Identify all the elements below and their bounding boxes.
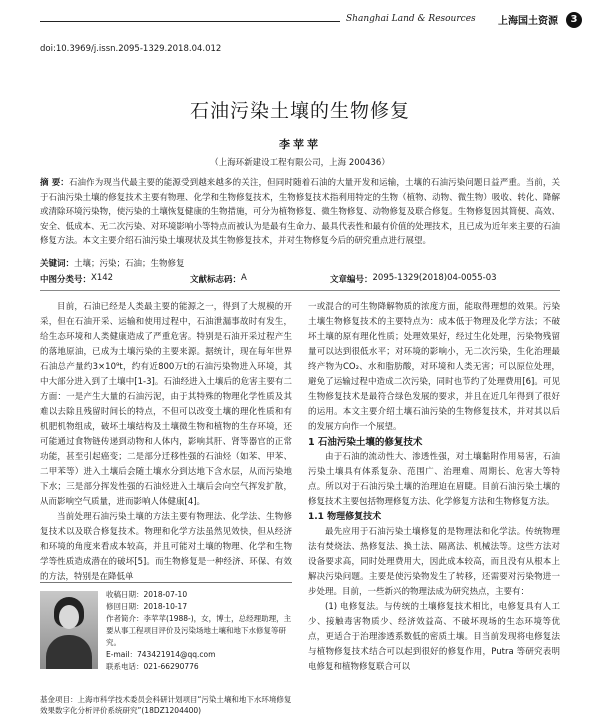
doc-code-value: A: [241, 273, 247, 283]
author-info-box: [40, 582, 292, 695]
clc-label: 中图分类号：: [40, 275, 92, 285]
body-paragraph: 一或混合的可生物降解物质的浓度方面，能取得理想的效果。污染土壤生物修复技术的主要特点为：成本低于物理及化学方法；不破坏土壤的原有理化性质；处理效果好，经过生化处理，污染物残留量可以达到很低水平；对环境的影响小，无二次污染，生化治理最终产物为CO₂、水和脂肪酸，对环境和人类无害；可以原位处理，避免了运输过程中造成二次污染，同时也节约了处理费用[6]。可见生物修复技术是最符合绿色发展的要求，并且在近几年得到了很好的运用。本文主要介绍土壤石油污染的生物修复技术，并对其以后的发展方向作一个展望。: [308, 302, 560, 432]
journal-name-cn: 上海国土资源: [498, 16, 558, 27]
left-column: [40, 300, 292, 585]
journal-logo-icon: 3: [566, 12, 582, 28]
received-date: 收稿日期：2018-07-10: [106, 590, 188, 599]
author-photo: [40, 591, 98, 669]
section-heading: 1 石油污染土壤的修复技术: [308, 437, 423, 448]
clc-value: X142: [91, 273, 114, 283]
doi[interactable]: doi:10.3969/j.issn.2095-1329.2018.04.012: [40, 44, 222, 54]
paper-title: 石油污染土壤的生物修复: [189, 100, 410, 122]
body-paragraph: 当前处理石油污染土壤的方法主要有物理法、化学法、生物修复技术以及联合修复技术。物理和化学方法虽然见效快，但从经济和环境的角度来看成本较高，并且可能对土壤的物理、化学和生物学等性质造成潜在的破坏[5]。而生物修复是一种经济、环保、有效的方法，特别是在降低单: [40, 512, 292, 582]
doc-code-label: 文献标志码：: [190, 275, 242, 285]
header-rule: [40, 21, 340, 22]
abstract: [40, 176, 560, 249]
body-paragraph: (1) 电修复法。与传统的土壤修复技术相比，电修复具有人工少、接触毒害物质少、经济效益高、不破坏现场的生态环境等优点，更适合于治理渗透系数低的密质土壤。目当前发现将电修复法与植物修复技术结合可以起到很好的修复作用，Putra 等研究表明电修复和植物修复联合可以: [308, 602, 560, 672]
abstract-text: 石油作为现当代最主要的能源受到越来越多的关注，但同时随着石油的大量开发和运输，土壤的石油污染问题日益严重。当前，关于石油污染土壤的修复技术主要有物理、化学和生物修复技术，生物修复技术指利用特定的生物（植物、动物、微生物）吸收、转化、降解或清除环境污染物，使污染的土壤恢复健康的生物措施，可分为植物修复、微生物修复、动物修复及联合修复。生物修复因其简便、高效、安全、低成本、无二次污染、对环境影响小等特点而被认为是最有生命力、最具代表性和最有价值的处理技术，且已成为近年来主要的石油修复方法。本文主要介绍石油污染土壤现状及其生物修复技术，并对生物修复今后的研究重点进行展望。: [40, 178, 560, 246]
article-id-label: 文章编号：: [330, 275, 373, 285]
funding-note: 基金项目：上海市科学技术委员会科研计划项目“污染土壤和地下水环境修复效果数字化分析评价系统研究”(18DZ1204400): [40, 695, 292, 715]
body-paragraph: 由于石油的流动性大、渗透性强，对土壤黏附作用易害，石油污染土壤具有体系复杂、范围广、治理难、周期长、危害大等特点。所以对于石油污染土壤的治理迫在眉睫。目前石油污染土壤的修复技术主要包括物理修复方法、化学修复方法和生物修复方法。: [308, 452, 560, 507]
body-paragraph: 最先应用于石油污染土壤修复的是物理法和化学法。传统物理法有焚烧法、热修复法、换土法、隔离法、机械法等。这些方法对设备要求高，同时处理费用大，因此成本较高，而且没有从根本上解决污染问题。主要是使污染物发生了转移，还需要对污染物进一步处理。目前，一些新兴的物理法成为研究热点，主要有：: [308, 527, 560, 597]
author-affiliation: （上海环新建设工程有限公司，上海 200436）: [210, 158, 390, 168]
keywords-text: 土壤；污染；石油；生物修复: [74, 259, 185, 269]
author-bio: 作者简介：李苹苹(1988-)，女，博士，总经理助理，主要从事工程项目评价及污染场地土壤和地下水修复等研究。: [106, 614, 292, 647]
author-info-lines: [106, 589, 292, 673]
subsection-heading: 1.1 物理修复技术: [308, 512, 382, 522]
journal-name-en: Shanghai Land & Resources: [346, 14, 476, 24]
abstract-label: 摘 要：: [40, 178, 69, 188]
body-paragraph: 目前，石油已经是人类最主要的能源之一，得到了大规模的开采，但在石油开采、运输和使用过程中，石油泄漏事故时有发生，给生态环境和人类健康造成了严重危害。特别是石油开采过程产生的落地原油，已成为土壤污染的主要来源。据统计，现在每年世界石油总产量约3×10⁹t，约有近800万t的石油污染物进入环境，其中大部分进入到了土壤中[1-3]。石油经进入土壤后的危害主要有二方面：一是产生大量的石油污泥，由于其特殊的物理化学性质及其难以去除且残留时间长的特点，不但可以改变土壤的理化性质和有机肥机物组成，破坏土壤结构及土壤微生物和植物的生存环境，还可能通过食物链传递到动物和人体内，影响其肝、肾等器官的正常功能，甚至引起癌变；二是部分迁移性强的石油烃（如苯、甲苯、二甲苯等）进入土壤后会随土壤水分到达地下含水层，从而污染地下水；三是部分挥发性强的石油烃进入土壤后会向空气挥发扩散，从而影响空气质量，进而影响人体健康[4]。: [40, 302, 292, 507]
author-name: 李苹苹: [279, 138, 321, 151]
article-id-value: 2095-1329(2018)04-0055-03: [372, 273, 497, 283]
section-divider: [40, 290, 560, 291]
author-email[interactable]: E-mail：743421914@qq.com: [106, 650, 216, 659]
right-column: [308, 300, 560, 675]
keywords-label: 关键词：: [40, 259, 75, 269]
author-phone: 联系电话：021-66290776: [106, 662, 199, 671]
revised-date: 修回日期：2018-10-17: [106, 602, 188, 611]
keywords: [40, 257, 560, 269]
journal-header: [40, 12, 600, 32]
